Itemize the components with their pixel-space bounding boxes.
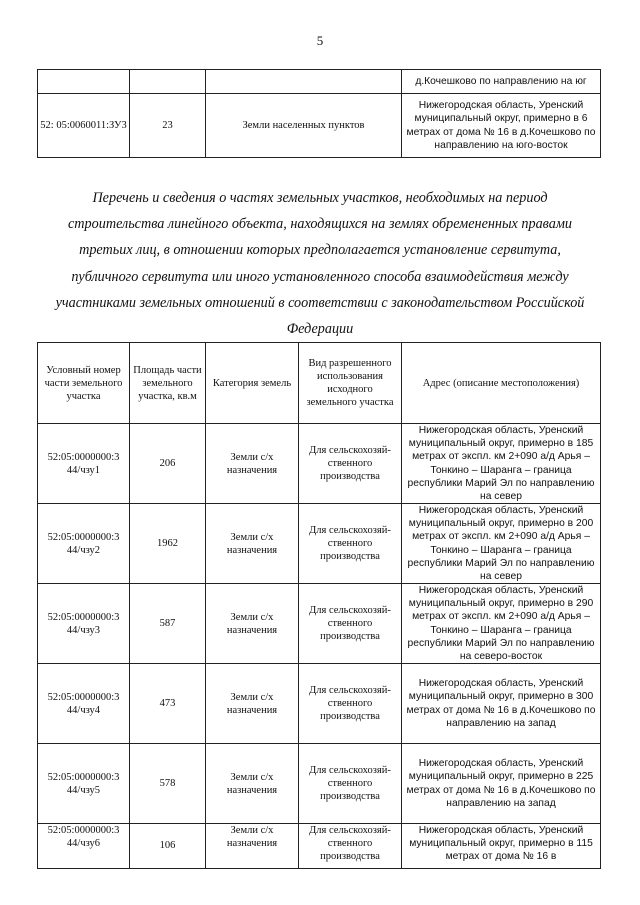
part-id-cell	[38, 824, 130, 869]
use-cell: Для сельскохозяй- ственного производства	[299, 744, 402, 824]
address-cell: Нижегородская область, Уренский муниципальный округ, примерно в 6 метрах от дома № 16 в д.Кочешково по направлению на юго-восток	[402, 94, 601, 158]
use-cell: Для сельскохозяй- ственного производства	[299, 424, 402, 504]
table-row	[38, 744, 601, 824]
address-cell: д.Кочешково по направлению на юг	[402, 70, 601, 94]
table-row	[38, 664, 601, 744]
column-header: Категория земель	[206, 343, 299, 424]
address-cell: Нижегородская область, Уренский муниципальный округ, примерно в 225 метрах от дома № 16 в д.Кочешково по направлению на запад	[402, 744, 601, 824]
part-id-cell: 52:05:0000000:3 44/чзу3	[38, 584, 130, 664]
category-cell: Земли с/х назначения	[206, 744, 299, 824]
cell-text: Земли с/х назначения	[226, 825, 278, 849]
address-cell: Нижегородская область, Уренский муниципальный округ, примерно в 290 метрах от экспл. км 2+090 а/д Арья – Тонкино – Шаранга – граница республики Марий Эл по направлению на северо-восток	[402, 584, 601, 664]
address-cell: Нижегородская область, Уренский муниципальный округ, примерно в 300 метрах от дома № 16 в д.Кочешково по направлению на запад	[402, 664, 601, 744]
area-cell	[130, 824, 206, 869]
column-header: Адрес (описание местоположения)	[402, 343, 601, 424]
category-cell: Земли с/х назначения	[206, 504, 299, 584]
address-cell: Нижегородская область, Уренский муниципальный округ, примерно в 200 метрах от экспл. км 2+090 а/д Арья – Тонкино – Шаранга – граница республики Марий Эл по направлению на север	[402, 504, 601, 584]
table-row	[38, 424, 601, 504]
table-header-row	[38, 343, 601, 424]
area-cell: 473	[130, 664, 206, 744]
part-id-cell: 52:05:0000000:3 44/чзу1	[38, 424, 130, 504]
table-row	[38, 94, 601, 158]
area-cell: 206	[130, 424, 206, 504]
category-cell: Земли с/х назначения	[206, 584, 299, 664]
cell-text: Нижегородская область, Уренский муниципальный округ, примерно в 115 метрах от дома № 16 в	[409, 825, 593, 863]
use-cell: Для сельскохозяй- ственного производства	[299, 584, 402, 664]
area-cell: 1962	[130, 504, 206, 584]
category-cell: Земли населенных пунктов	[206, 94, 402, 158]
area-cell: 578	[130, 744, 206, 824]
table-cell	[38, 70, 130, 94]
column-header: Условный номер части земельного участка	[38, 343, 130, 424]
table-cell	[206, 70, 402, 94]
part-id-cell: 52:05:0000000:3 44/чзу4	[38, 664, 130, 744]
table-row	[38, 584, 601, 664]
address-cell	[402, 824, 601, 869]
column-header: Вид разрешенного использования исходного земельного участка	[299, 343, 402, 424]
cell-text: 106	[159, 840, 176, 851]
table-row	[38, 824, 601, 869]
category-cell: Земли с/х назначения	[206, 664, 299, 744]
column-header: Площадь части земельного участка, кв.м	[130, 343, 206, 424]
top-table	[37, 69, 601, 158]
table-cell	[130, 70, 206, 94]
category-cell	[206, 824, 299, 869]
part-id-cell: 52:05:0000000:3 44/чзу5	[38, 744, 130, 824]
table-row	[38, 504, 601, 584]
easement-table	[37, 342, 601, 869]
use-cell: Для сельскохозяй- ственного производства	[299, 664, 402, 744]
category-cell: Земли с/х назначения	[206, 424, 299, 504]
parcel-id-cell: 52: 05:0060011:ЗУ3	[38, 94, 130, 158]
address-cell: Нижегородская область, Уренский муниципальный округ, примерно в 185 метрах от экспл. км 2+090 а/д Арья – Тонкино – Шаранга – граница республики Марий Эл по направлению на север	[402, 424, 601, 504]
table-row	[38, 70, 601, 94]
section-heading: Перечень и сведения о частях земельных участков, необходимых на период строительства линейного объекта, находящихся на землях обремененных правами третьих лиц, в отношении которых предполагается установление сервитута, публичного сервитута или иного установленного способа взаимодействия между участниками земельных отношений в соответствии с законодательством Российской Федерации	[55, 190, 585, 338]
cell-text: 52:05:0000000:3 44/чзу6	[47, 825, 120, 849]
use-cell	[299, 824, 402, 869]
use-cell: Для сельскохозяй- ственного производства	[299, 504, 402, 584]
area-cell: 587	[130, 584, 206, 664]
page-number: 5	[316, 33, 324, 48]
area-cell: 23	[130, 94, 206, 158]
cell-text: Для сельскохозяй- ственного производства	[309, 825, 391, 862]
part-id-cell: 52:05:0000000:3 44/чзу2	[38, 504, 130, 584]
